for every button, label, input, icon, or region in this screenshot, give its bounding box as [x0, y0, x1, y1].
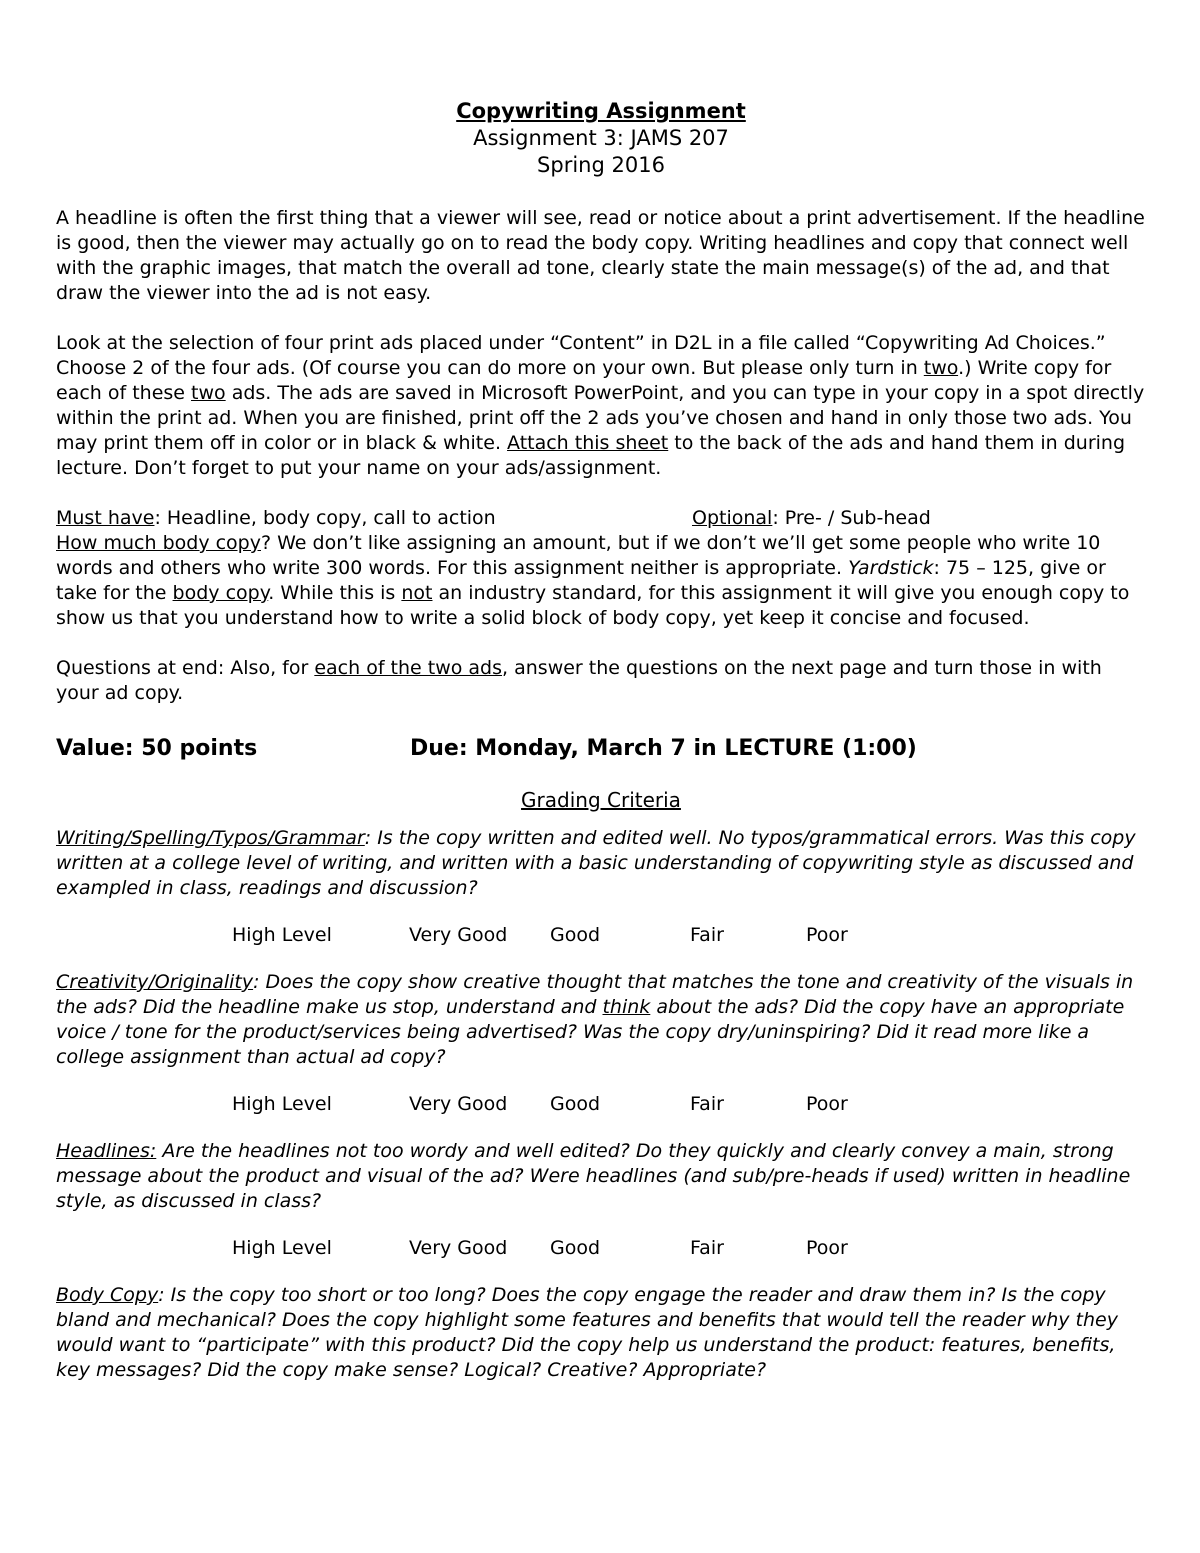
rating-fair: Fair: [690, 1237, 724, 1259]
criterion-label: Body Copy: [56, 1284, 159, 1306]
intro-paragraph-2: [56, 331, 1146, 481]
must-have: [56, 507, 496, 529]
underlined-text: think: [602, 996, 651, 1018]
text-run: to the back of the ads and hand them in during lecture. Don’t forget to put your name on your ads/assignment.: [56, 432, 1126, 479]
underlined-text: each of the two ads: [314, 657, 503, 679]
text-run: , answer the questions on the next page and turn those in with your ad copy.: [56, 657, 1102, 704]
due-date: Due: Monday, March 7 in LECTURE (1:00): [410, 736, 917, 761]
term: Spring 2016: [537, 153, 665, 177]
value-due-row: [56, 734, 1146, 764]
criterion-creativity: [56, 970, 1146, 1070]
questions-note: [56, 656, 1146, 706]
text-run: . While this is: [268, 582, 402, 604]
yardstick-label: Yardstick: [848, 557, 934, 579]
rating-high-level: High Level: [232, 1237, 332, 1259]
text-run: .) Write copy for each of these: [56, 357, 1112, 404]
intro-paragraph-1: A headline is often the first thing that a viewer will see, read or notice about a print advertisement. If the headline is good, then the viewer may actually go on to read the body copy. Writing headlines and copy that connect well with the graphic images, that match the overall ad tone, clearly state the main message(s) of the ad, and that draw the viewer into the ad is not easy.: [56, 207, 1145, 304]
rating-good: Good: [550, 1093, 601, 1115]
text-run: Questions at end: Also, for: [56, 657, 315, 679]
text-run: ? We don’t like assigning an amount, but if we don’t we’ll get some people who write 10 words and others who write 300 words. For this assignment neither is appropriate.: [56, 532, 1101, 579]
text-run: an industry standard, for this assignment it will give you enough copy to show us that you understand how to write a solid block of body copy, yet keep it concise and focused.: [56, 582, 1130, 629]
underlined-text: Attach this sheet: [507, 432, 669, 454]
rating-scale: [56, 1236, 1146, 1261]
criterion-label: Writing/Spelling/Typos/Grammar: [56, 827, 365, 849]
criterion-text: : Is the copy too short or too long? Does the copy engage the reader and draw them in? Is the copy bland and mechanical? Does the copy highlight some features and benefits that would tell the reader why they would want to “participate” with this product? Did the copy help us understand the product: features, benefits, key messages? Did the copy make sense? Logical? Creative? Appropriate?: [56, 1284, 1118, 1381]
text-run: : 75 – 125, give or take for the: [56, 557, 1106, 604]
rating-good: Good: [550, 1237, 601, 1259]
document-title: Copywriting Assignment: [456, 99, 746, 123]
optional-text: : Pre- / Sub-head: [772, 507, 931, 529]
rating-poor: Poor: [806, 1093, 848, 1115]
rating-very-good: Very Good: [409, 1093, 508, 1115]
criterion-text: Are the headlines not too wordy and well edited? Do they quickly and clearly convey a main, strong message about the product and visual of the ad? Were headlines (and sub/pre-heads if used) written in headline style, as discussed in class?: [56, 1140, 1131, 1212]
criterion-label: Headlines:: [56, 1140, 157, 1162]
text-run: Look at the selection of four print ads placed under “Content” in D2L in a file called “Copywriting Ad Choices.” Choose 2 of the four ads. (Of course you can do more on your own. But please only turn in: [56, 332, 1106, 379]
how-much-label: How much body copy: [56, 532, 261, 554]
grading-criteria-heading: Grading Criteria: [521, 788, 681, 812]
must-have-label: Must have: [56, 507, 155, 529]
rating-very-good: Very Good: [409, 1237, 508, 1259]
rating-scale: [56, 923, 1146, 948]
criterion-headlines: [56, 1139, 1146, 1214]
rating-poor: Poor: [806, 924, 848, 946]
rating-poor: Poor: [806, 1237, 848, 1259]
text-run: ads. The ads are saved in Microsoft PowerPoint, and you can type in your copy in a spot directly within the print ad. When you are finished, print off the 2 ads you’ve chosen and hand in only those two ads. You may print them off in color or in black & white.: [56, 382, 1145, 454]
criterion-writing: [56, 826, 1146, 901]
criterion-text: : Is the copy written and edited well. No typos/grammatical errors. Was this copy written at a college level of writing, and written with a basic understanding of copywriting style as discussed and exampled in class, readings and discussion?: [56, 827, 1136, 899]
optional: [692, 506, 931, 531]
optional-label: Optional: [692, 507, 773, 529]
document-header: [56, 97, 1146, 179]
underlined-text: two: [923, 357, 959, 379]
assignment-number: Assignment 3: JAMS 207: [473, 126, 729, 150]
underlined-text: not: [401, 582, 433, 604]
criterion-body-copy: [56, 1283, 1146, 1383]
underlined-text: two: [191, 382, 226, 404]
rating-fair: Fair: [690, 924, 724, 946]
rating-fair: Fair: [690, 1093, 724, 1115]
underlined-text: body copy: [172, 582, 269, 604]
rating-high-level: High Level: [232, 1093, 332, 1115]
rating-very-good: Very Good: [409, 924, 508, 946]
rating-good: Good: [550, 924, 601, 946]
must-have-text: : Headline, body copy, call to action: [154, 507, 496, 529]
requirements-row: [56, 506, 1146, 531]
document-page: [56, 97, 1146, 1383]
criterion-text: : Does the copy show creative thought that matches the tone and creativity of the visuals in the ads? Did the headline make us stop, understand and: [56, 971, 1134, 1018]
requirements-section: [56, 506, 1146, 631]
criterion-text: about the ads? Did the copy have an appropriate voice / tone for the product/services being advertised? Was the copy dry/uninspiring? Did it read more like a college assignment than actual ad copy?: [56, 996, 1125, 1068]
body-copy-guidance: [56, 531, 1146, 631]
rating-high-level: High Level: [232, 924, 332, 946]
value-points: Value: 50 points: [56, 736, 258, 761]
rating-scale: [56, 1092, 1146, 1117]
criterion-label: Creativity/Originality: [56, 971, 254, 993]
